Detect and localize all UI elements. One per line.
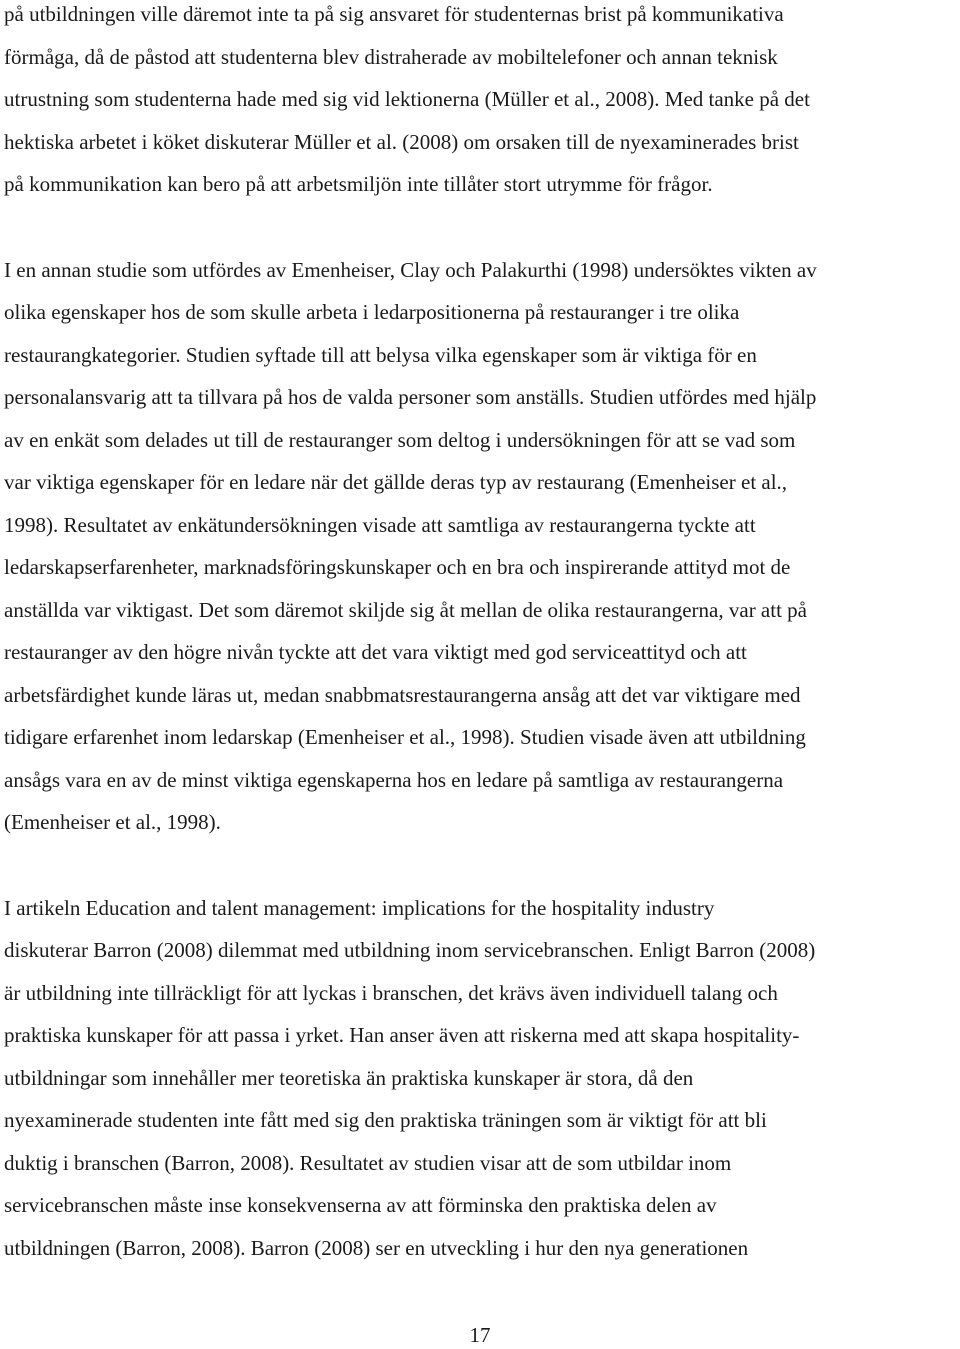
text-line: på utbildningen ville däremot inte ta på sig ansvaret för studenternas brist på kommunikativa xyxy=(4,2,784,26)
text-line: tidigare erfarenhet inom ledarskap (Emenheiser et al., 1998). Studien visade även att utbildning xyxy=(4,725,806,749)
text-line: olika egenskaper hos de som skulle arbeta i ledarpositionerna på restauranger i tre olika xyxy=(4,300,740,324)
text-line: 1998). Resultatet av enkätundersökningen visade att samtliga av restaurangerna tyckte att xyxy=(4,513,756,537)
text-line: utrustning som studenterna hade med sig vid lektionerna (Müller et al., 2008). Med tanke på det xyxy=(4,87,810,111)
text-line: förmåga, då de påstod att studenterna blev distraherade av mobiltelefoner och annan teknisk xyxy=(4,45,778,69)
text-line: på kommunikation kan bero på att arbetsmiljön inte tillåter stort utrymme för frågor. xyxy=(4,172,713,196)
text-line: duktig i branschen (Barron, 2008). Resultatet av studien visar att de som utbildar inom xyxy=(4,1151,732,1175)
text-line: servicebranschen måste inse konsekvenserna av att förminska den praktiska delen av xyxy=(4,1193,717,1217)
text-line: restaurangkategorier. Studien syftade till att belysa vilka egenskaper som är viktiga för en xyxy=(4,343,757,367)
text-line: I en annan studie som utfördes av Emenheiser, Clay och Palakurthi (1998) undersöktes vikten av xyxy=(4,258,817,282)
text-line: anställda var viktigast. Det som däremot skiljde sig åt mellan de olika restaurangerna, var att på xyxy=(4,598,807,622)
text-line: utbildningen (Barron, 2008). Barron (2008) ser en utveckling i hur den nya generationen xyxy=(4,1236,749,1260)
text-line: av en enkät som delades ut till de restauranger som deltog i undersökningen för att se vad som xyxy=(4,428,796,452)
text-line: praktiska kunskaper för att passa i yrket. Han anser även att riskerna med att skapa hospitality- xyxy=(4,1023,800,1047)
text-line: personalansvarig att ta tillvara på hos de valda personer som anställs. Studien utfördes med hjälp xyxy=(4,385,817,409)
text-line: utbildningar som innehåller mer teoretiska än praktiska kunskaper är stora, då den xyxy=(4,1066,694,1090)
text-line: är utbildning inte tillräckligt för att lyckas i branschen, det krävs även individuell talang och xyxy=(4,981,778,1005)
text-line: ansågs vara en av de minst viktiga egenskaperna hos en ledare på samtliga av restaurangerna xyxy=(4,768,784,792)
page-number: 17 xyxy=(469,1323,491,1347)
text-line: restauranger av den högre nivån tyckte att det vara viktigt med god serviceattityd och att xyxy=(4,640,747,664)
text-line: I artikeln Education and talent management: implications for the hospitality industry xyxy=(4,896,715,920)
text-line: (Emenheiser et al., 1998). xyxy=(4,810,221,834)
text-line: nyexaminerade studenten inte fått med sig den praktiska träningen som är viktigt för att bli xyxy=(4,1108,767,1132)
text-line: ledarskapserfarenheter, marknadsföringskunskaper och en bra och inspirerande attityd mot de xyxy=(4,555,791,579)
text-line: var viktiga egenskaper för en ledare när det gällde deras typ av restaurang (Emenheiser et al., xyxy=(4,470,788,494)
text-line: diskuterar Barron (2008) dilemmat med utbildning inom servicebranschen. Enligt Barron (2008) xyxy=(4,938,816,962)
text-line: arbetsfärdighet kunde läras ut, medan snabbmatsrestaurangerna ansåg att det var viktigare med xyxy=(4,683,801,707)
text-line: hektiska arbetet i köket diskuterar Müller et al. (2008) om orsaken till de nyexaminerades brist xyxy=(4,130,799,154)
